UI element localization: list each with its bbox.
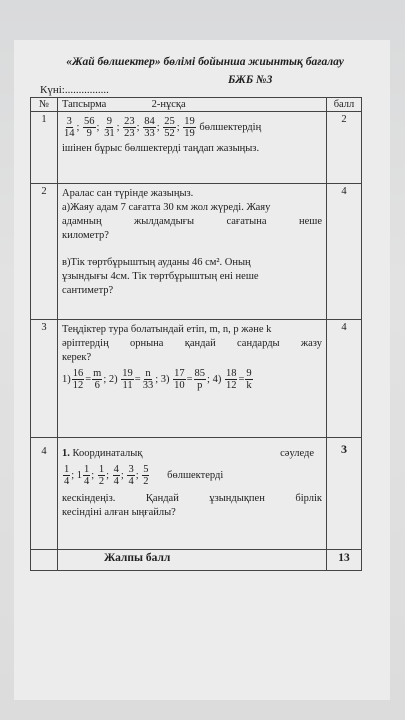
col-no-header: № — [31, 98, 58, 112]
task-number: 3 — [31, 320, 58, 438]
fraction: $\frac{19}{19}$ — [184, 116, 195, 140]
task-number: 2 — [31, 184, 58, 320]
total-label: Жалпы балл — [58, 550, 327, 571]
task-score: 4 — [327, 320, 362, 438]
table-row — [31, 112, 362, 184]
equation: 3) $\frac{17}{10}$ = $\frac{85}{p}$ ; — [160, 368, 210, 392]
task-cell — [58, 320, 327, 438]
equation: 2) $\frac{19}{11}$ = $\frac{n}{33}$ ; — [108, 368, 159, 392]
task-cell — [58, 112, 327, 184]
fraction: $\frac{56}{9}$ — [84, 116, 95, 140]
document-title: «Жай бөлшектер» бөлімі бойынша жиынтық бағалау — [66, 56, 344, 68]
task-text: әріптердің орнына қандай сандарды жазу — [62, 338, 322, 349]
col-score-header: балл — [327, 98, 362, 112]
task-score: 4 — [327, 184, 362, 320]
table-header-row — [31, 98, 362, 112]
task-score: 2 — [327, 112, 362, 184]
task-text: бөлшектердің — [199, 122, 262, 133]
table-row — [31, 184, 362, 320]
task-text: сәуледе — [280, 448, 314, 459]
assessment-table — [30, 97, 362, 571]
fraction: $\frac{4}{4}$ — [113, 464, 119, 488]
task-text: адамның жылдамдығы сағатына неше — [62, 216, 322, 227]
fraction: $\frac{23}{23}$ — [124, 116, 135, 140]
task-text: бөлшектерді — [167, 470, 224, 481]
task-number: 4 — [31, 438, 58, 550]
fraction-list: $\frac{3}{14}$ ; $\frac{56}{9}$ ; $\frac{9}{31}$ ; $\frac{23}{23}$ ; $\frac{84}{33}$ ; $\frac{25}{52}$ ; $\frac{19}{19}$ бөлшектердің — [64, 116, 262, 140]
total-score: 13 — [327, 550, 362, 571]
table-row — [31, 438, 362, 550]
task-text: Координаталық — [72, 448, 143, 459]
fraction: $\frac{9}{31}$ — [104, 116, 115, 140]
task-header-line — [62, 447, 322, 460]
task-text: кесіндіні алған ыңғайлы? — [62, 507, 176, 518]
mixed-number: 1 $\frac{1}{4}$ — [76, 464, 90, 488]
task-text: Теңдіктер тура болатындай етіп, m, n, p және k — [62, 324, 272, 335]
task-text: в)Тік төртбұрыштың ауданы 46 см². Оның — [62, 257, 251, 268]
fraction: $\frac{25}{52}$ — [164, 116, 175, 140]
task-text: километр? — [62, 230, 109, 241]
task-text: сантиметр? — [62, 285, 114, 296]
col-task-label: Тапсырма — [62, 99, 107, 110]
task-text: ішінен бұрыс бөлшектерді таңдап жазыңыз. — [62, 143, 260, 154]
fraction: $\frac{3}{14}$ — [64, 116, 75, 140]
task-text: ұзындығы 4см. Тік төртбұрыштың ені неше — [62, 271, 259, 282]
item-number: 1. — [62, 448, 70, 459]
task-text: кескіндеңіз. Қандай ұзындықпен бірлік — [62, 493, 322, 504]
document-subtitle: БЖБ №3 — [228, 74, 273, 86]
task-text: Аралас сан түрінде жазыңыз. — [62, 188, 194, 199]
task-cell — [58, 438, 327, 550]
col-task-header — [58, 98, 327, 112]
task-text: керек? — [62, 352, 92, 363]
fraction: $\frac{1}{2}$ — [98, 464, 105, 488]
equation: 4) $\frac{18}{12}$ = $\frac{9}{k}$ — [212, 368, 252, 392]
task-score: 3 — [327, 438, 362, 550]
task-cell — [58, 184, 327, 320]
fraction: $\frac{3}{4}$ — [128, 464, 134, 488]
fraction-list: $\frac{1}{4}$ ; 1 $\frac{1}{4}$ ; $\frac{1}{2}$ ; $\frac{4}{4}$ ; $\frac{3}{4}$ ; $\frac{5}{2}$ бөлшектерді — [64, 464, 224, 488]
fraction: $\frac{5}{2}$ — [143, 464, 149, 488]
variant-label: 2-нұсқа — [151, 99, 186, 110]
total-row — [31, 550, 362, 571]
date-label: Күні:................ — [40, 84, 109, 96]
fraction: $\frac{84}{33}$ — [144, 116, 155, 140]
table-row — [31, 320, 362, 438]
fraction: $\frac{1}{4}$ — [64, 464, 70, 488]
equation: 1) $\frac{16}{12}$ = $\frac{m}{6}$ ; — [62, 368, 107, 392]
equation-list — [62, 365, 322, 395]
task-text: а)Жаяу адам 7 сағатта 30 км жол жүреді. Жаяу — [62, 202, 271, 213]
task-number: 1 — [31, 112, 58, 184]
